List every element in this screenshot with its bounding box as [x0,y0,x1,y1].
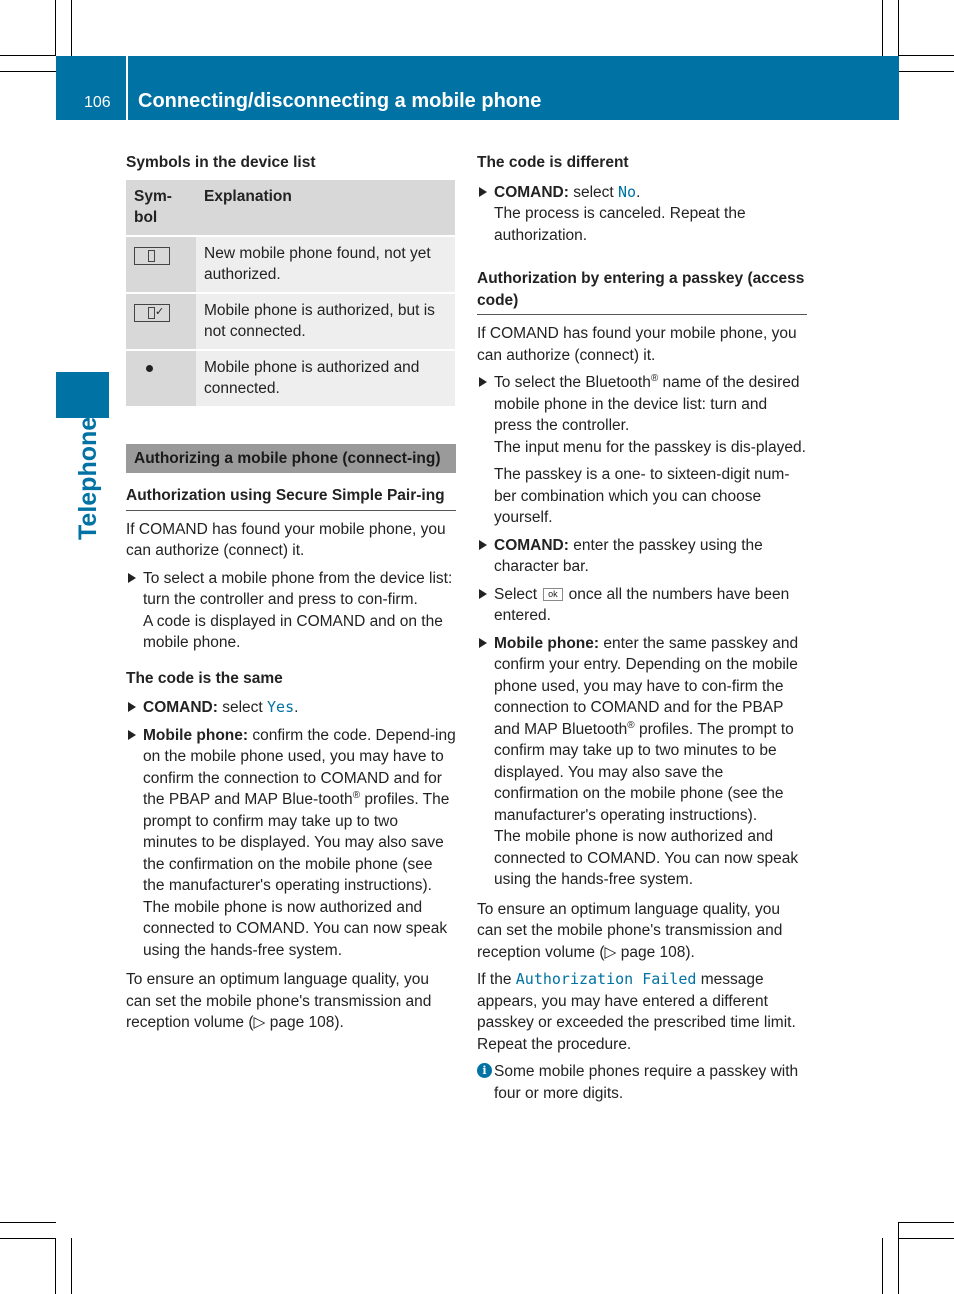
bullet-dot-icon [146,365,153,372]
failed-message: Authorization Failed [515,970,697,988]
mobile-phone-icon [134,247,170,265]
step-label: COMAND: [494,536,569,554]
info-icon: i [477,1063,492,1078]
step-text: profiles. The prompt to confirm may take up to two minutes to be displayed. You may also save the confirmation on the mobile phone (see the manufacturer's operating instructions). [494,720,794,824]
symbol-cell [126,293,196,350]
failed-note [477,969,807,1055]
no-option: No [618,182,637,201]
header-divider [126,56,128,120]
crop-mark [0,71,56,72]
step-item [126,568,456,611]
step-item [477,372,807,437]
step-item [477,182,807,204]
step-text: profiles. The prompt to confirm may take up to two minutes to be displayed. You may also save the confirmation on the mobile phone (see the manufacturer's operating instructions). [143,791,450,894]
registered-mark: ® [650,372,659,384]
page-header [56,56,899,120]
step-text: To select a mobile phone from the device list: turn the controller and press to con-firm. [143,569,453,608]
step-text: select [568,183,619,201]
left-column [126,152,456,1040]
crop-mark [898,0,899,56]
ssp-heading: Authorization using Secure Simple Pair-ing [126,485,456,511]
quality-note: To ensure an optimum language quality, you can set the mobile phone's transmission and reception volume (▷ page 108). [126,971,432,1031]
crop-mark [898,1222,899,1294]
step-item [126,725,456,897]
page-number: 106 [84,94,111,111]
step-result: The mobile phone is now authorized and connected to COMAND. You can now speak using the hands-free system. [494,828,799,888]
crop-mark [0,55,56,56]
step-result: The passkey is a one- to sixteen-digit num-ber combination which you can choose yourself. [494,466,790,526]
column-header-symbol: Sym-bol [126,180,196,236]
table-header-row [126,180,455,236]
step-text: confirm the code. Depend-ing on the mobile phone used, you may have to confirm the connection to COMAND and for the PBAP and MAP Blue-tooth [143,726,456,808]
chapter-tab [56,372,109,418]
step-text: To select the Bluetooth [494,374,651,391]
step-item [477,535,807,578]
step-item [477,584,807,627]
step-period: . [294,699,299,716]
same-code-heading: The code is the same [126,669,283,687]
step-label: COMAND: [143,699,218,716]
step-item [477,633,807,827]
right-column [477,152,807,1110]
chapter-label: Telephone [74,416,102,540]
crop-mark [55,0,56,56]
yes-option: Yes [267,698,295,716]
ok-button-icon: ok [543,588,563,601]
step-text: enter the passkey using the character bar. [494,536,763,575]
step-result: The mobile phone is now authorized and connected to COMAND. You can now speak using the hands-free system. [143,898,448,959]
crop-mark [71,0,72,56]
crop-mark [55,1238,56,1294]
step-result: A code is displayed in COMAND and on the mobile phone. [143,612,443,651]
crop-mark [0,1238,56,1239]
explanation-cell: Mobile phone is authorized and connected. [196,350,455,406]
section-title: Authorizing a mobile phone (connect-ing) [126,444,456,474]
step-text: name of the desired mobile phone in the device list: turn and press the controller. [494,374,800,434]
step-text: once all the numbers have been entered. [494,585,790,624]
table-title: Symbols in the device list [126,154,316,171]
step-text: select [217,699,268,716]
step-text: Select [494,585,538,603]
explanation-cell: New mobile phone found, not yet authorized. [196,236,455,293]
step-text: enter the same passkey and confirm your entry. Depending on the mobile phone used, you may have to con-firm the connection to COMAND and for the PBAP and MAP Bluetooth [494,634,799,738]
symbols-table [126,180,455,406]
step-label: Mobile phone: [143,726,249,744]
registered-mark: ® [627,719,635,731]
step-item [126,697,456,719]
symbol-cell [126,350,196,406]
crop-mark [882,1238,883,1294]
table-row [126,350,455,406]
step-period: . [636,183,641,201]
ssp-intro: If COMAND has found your mobile phone, you can authorize (connect) it. [126,520,446,559]
passkey-heading: Authorization by entering a passkey (access code) [477,268,807,315]
crop-mark [0,1222,56,1223]
info-note [477,1061,807,1104]
mobile-phone-authorized-icon: ✓ [134,304,170,322]
crop-mark [882,0,883,56]
crop-mark [71,1238,72,1294]
quality-note: To ensure an optimum language quality, you can set the mobile phone's transmission and reception volume (▷ page 108). [477,900,783,961]
column-header-explanation: Explanation [196,180,455,236]
info-text: Some mobile phones require a passkey with four or more digits. [494,1063,799,1102]
passkey-intro: If COMAND has found your mobile phone, you can authorize (connect) it. [477,325,797,364]
step-result: The process is canceled. Repeat the authorization. [494,205,746,244]
failed-text: If the [477,971,516,988]
different-code-heading: The code is different [477,154,629,171]
crop-mark [899,55,954,56]
crop-mark [899,71,954,72]
step-result: The input menu for the passkey is dis-played. [494,438,806,456]
step-label: Mobile phone: [494,634,600,652]
failed-text: message appears, you may have entered a different passkey or exceeded the prescribed time limit. Repeat the procedure. [477,971,796,1053]
registered-mark: ® [352,789,361,801]
symbol-cell [126,236,196,293]
step-label: COMAND: [494,183,569,201]
crop-mark [899,1238,954,1239]
explanation-cell: Mobile phone is authorized, but is not connected. [196,293,455,350]
page-title: Connecting/disconnecting a mobile phone [138,90,542,112]
table-row [126,236,455,293]
crop-mark [899,1222,954,1223]
table-row [126,293,455,350]
